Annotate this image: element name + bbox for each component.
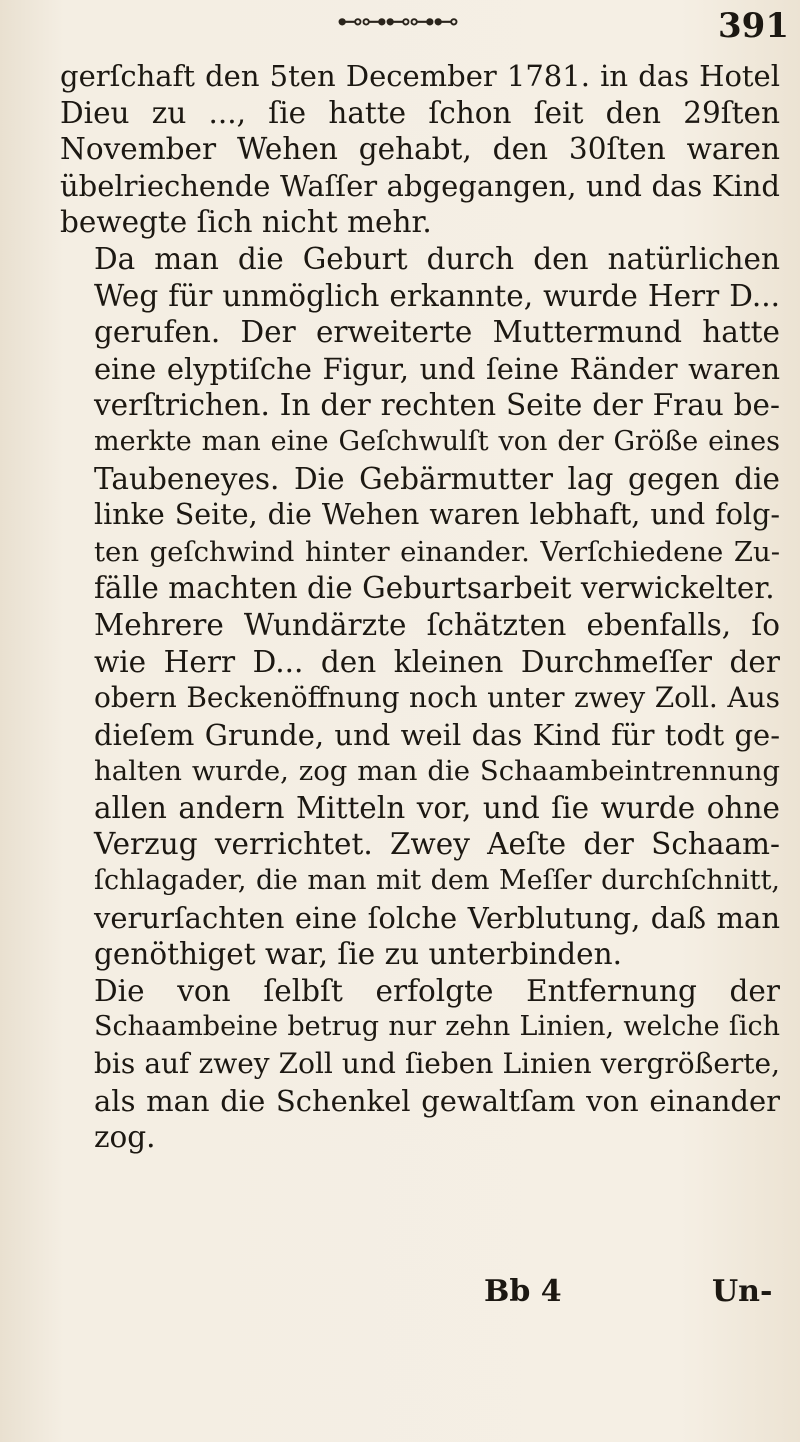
text-line: dieſem Grunde, und weil das Kind für todt ge- <box>94 717 780 752</box>
text-line: wie Herr D... den kleinen Durchmeſſer der <box>94 644 780 679</box>
text-line: Die von ſelbſt erfolgte Entfernung der <box>94 973 780 1008</box>
body-text <box>60 58 780 1156</box>
text-line: ten geſchwind hinter einander. Verſchiedene Zu- <box>94 535 780 568</box>
text-line: als man die Schenkel gewaltſam von einander <box>94 1083 780 1118</box>
text-line: Schaambeine betrug nur zehn Linien, welche ſich <box>94 1011 780 1043</box>
text-line: November Wehen gehabt, den 30ſten waren <box>60 132 780 167</box>
text-line: Weg für unmöglich erkannte, wurde Herr D... <box>94 278 780 313</box>
text-line: Mehrere Wundärzte ſchätzten ebenfalls, ſo <box>94 607 780 642</box>
text-line: gerufen. Der erweiterte Muttermund hatte <box>94 315 780 350</box>
text-line: eine elyptiſche Figur, und ſeine Ränder waren <box>94 351 780 386</box>
text-line: genöthiget war, ſie zu unterbinden. <box>94 937 622 972</box>
text-line: übelriechende Waſſer abgegangen, und das Kind <box>60 168 780 203</box>
paragraph-3 <box>60 607 780 973</box>
signature-mark: Bb 4 <box>484 1274 562 1309</box>
text-line: allen andern Mitteln vor, und ſie wurde ohne <box>94 790 780 825</box>
text-line: bewegte ſich nicht mehr. <box>60 205 432 240</box>
paragraph-2 <box>60 241 780 607</box>
text-line: Taubeneyes. Die Gebärmutter lag gegen die <box>94 461 780 496</box>
text-line: Da man die Geburt durch den natürlichen <box>94 241 780 276</box>
text-line: linke Seite, die Wehen waren lebhaft, und folg- <box>94 498 780 532</box>
text-line: obern Beckenöffnung noch unter zwey Zoll. Aus <box>94 681 780 715</box>
page-number: 391 <box>718 6 789 46</box>
paragraph-1 <box>60 58 780 241</box>
header-ornament: ⊷⊶⊷⊶⊷ <box>337 7 457 37</box>
text-line: gerſchaft den 5ten December 1781. in das Hotel <box>60 59 780 93</box>
text-line: fälle machten die Geburtsarbeit verwickelter. <box>94 571 775 606</box>
text-line: merkte man eine Geſchwulſt von der Größe eines <box>94 425 780 457</box>
page-footer <box>60 1272 780 1312</box>
paragraph-4 <box>60 973 780 1156</box>
text-line: bis auf zwey Zoll und ſieben Linien vergrößerte, <box>94 1047 780 1081</box>
text-line: zog. <box>94 1120 156 1155</box>
text-line: halten wurde, zog man die Schaambeintrennung <box>94 755 780 788</box>
text-line: ſchlagader, die man mit dem Meſſer durchſchnitt, <box>94 865 780 897</box>
catchword: Un- <box>712 1274 773 1309</box>
text-line: Verzug verrichtet. Zwey Aeſte der Schaam- <box>94 827 780 862</box>
text-line: Dieu zu ..., ſie hatte ſchon ſeit den 29ſten <box>60 95 780 130</box>
text-line: verſtrichen. In der rechten Seite der Frau be- <box>94 388 780 423</box>
text-line: verurſachten eine ſolche Verblutung, daß man <box>94 900 780 935</box>
